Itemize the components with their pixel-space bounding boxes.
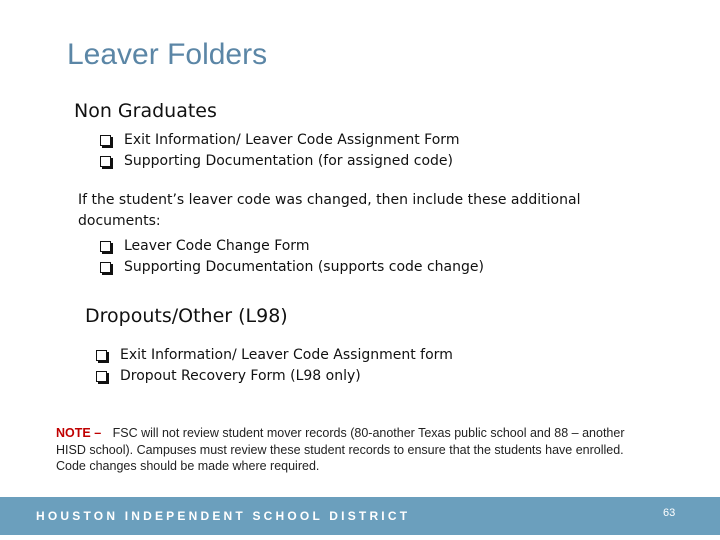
note-paragraph [56, 425, 626, 475]
list-item-label: Exit Information/ Leaver Code Assignment form [120, 347, 453, 363]
list-item-label: Supporting Documentation (supports code change) [124, 259, 484, 275]
checkbox-icon [100, 156, 111, 167]
list-item-label: Supporting Documentation (for assigned code) [124, 153, 453, 169]
organization-name: HOUSTON INDEPENDENT SCHOOL DISTRICT [36, 509, 411, 523]
checkbox-icon [100, 241, 111, 252]
checkbox-icon [96, 350, 107, 361]
checkbox-icon [100, 135, 111, 146]
list-item [98, 151, 459, 172]
list-item [94, 366, 453, 387]
page-title: Leaver Folders [67, 38, 268, 71]
dropouts-heading: Dropouts/Other (L98) [85, 305, 288, 327]
non-graduates-heading: Non Graduates [74, 100, 217, 122]
checkbox-icon [96, 371, 107, 382]
footer-bar [0, 497, 720, 535]
list-item-label: Leaver Code Change Form [124, 238, 310, 254]
list-item [98, 236, 484, 257]
page-number: 63 [663, 507, 676, 519]
leaver-code-changed-text: If the student’s leaver code was changed, then include these additional documents: [78, 192, 581, 229]
checkbox-icon [100, 262, 111, 273]
list-item [98, 257, 484, 278]
changed-documents-checklist [98, 236, 484, 278]
list-item [98, 130, 459, 151]
list-item-label: Exit Information/ Leaver Code Assignment Form [124, 132, 460, 148]
note-label: NOTE – [56, 426, 102, 440]
note-text: FSC will not review student mover records (80-another Texas public school and 88 – another HISD school). Campuses must review these student records to ensure that the students have enrolled. Code changes should be made where required. [56, 426, 625, 473]
list-item-label: Dropout Recovery Form (L98 only) [120, 368, 361, 384]
dropouts-checklist [94, 345, 453, 387]
non-graduates-checklist [98, 130, 459, 172]
list-item [94, 345, 453, 366]
